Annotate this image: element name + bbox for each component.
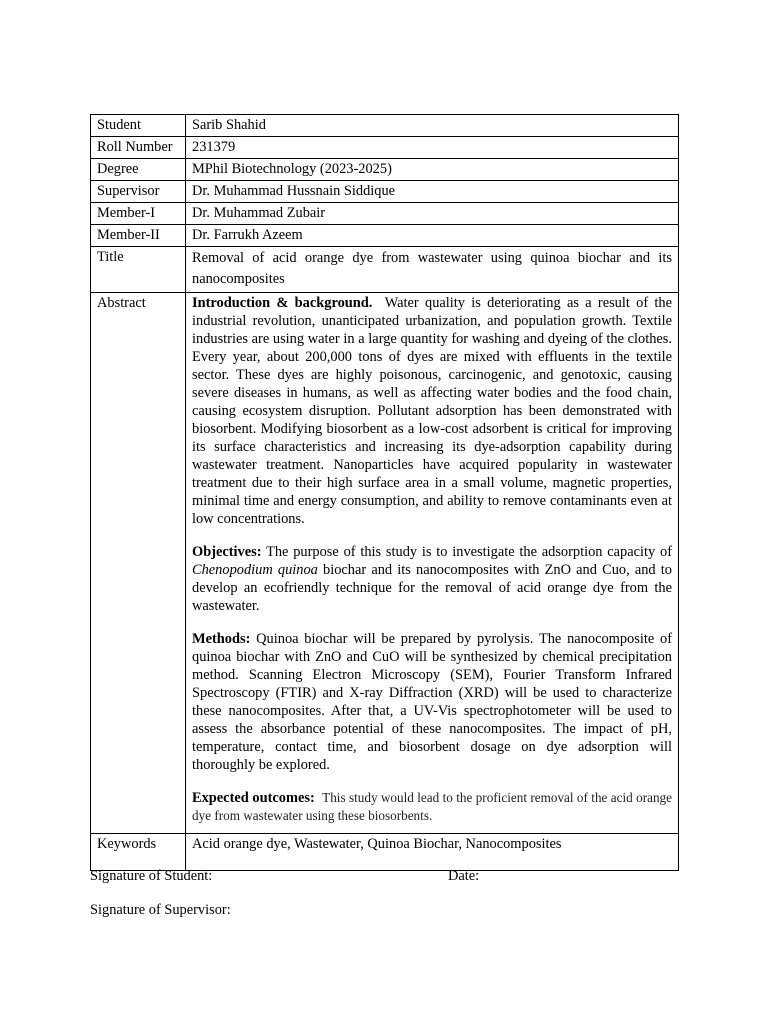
row-label: Member-II — [91, 225, 186, 247]
table-row-abstract — [91, 293, 679, 834]
row-label: Roll Number — [91, 137, 186, 159]
outcomes-text: This study would lead to the proficient removal of the acid orange dye from wastewater using these biosorbents. — [192, 790, 672, 823]
row-label: Abstract — [91, 293, 186, 834]
table-row-member-2 — [91, 225, 679, 247]
abstract-methods — [192, 630, 672, 774]
objectives-text-continued: biochar and its nanocomposites with ZnO and Cuo, and to develop an ecofriendly technique for the removal of acid orange dye from the wastewater. — [192, 562, 672, 614]
objectives-heading: Objectives: — [192, 544, 262, 560]
table-row-degree — [91, 159, 679, 181]
methods-text: Quinoa biochar will be prepared by pyrolysis. The nanocomposite of quinoa biochar with ZnO and CuO will be synthesized by chemical precipitation method. Scanning Electron Microscopy (SEM), Fourier Transform Infrared Spectroscopy (FTIR) and X-ray Diffraction (XRD) will be used to characterize these nanocomposites. After that, a UV-Vis spectrophotometer will be used to assess the absorbance potential of these nanocomposites. The impact of pH, temperature, contact time, and biosorbent dosage on dye adsorption will thoroughly be explored. — [192, 631, 672, 773]
member-2: Dr. Farrukh Azeem — [186, 225, 679, 247]
table-row-supervisor — [91, 181, 679, 203]
row-label: Supervisor — [91, 181, 186, 203]
roll-number: 231379 — [186, 137, 679, 159]
abstract-content — [186, 293, 679, 834]
objectives-text: The purpose of this study is to investigate the adsorption capacity of — [266, 544, 672, 560]
table-row-title — [91, 247, 679, 293]
species-name: Chenopodium quinoa — [192, 562, 318, 578]
abstract-introduction — [192, 294, 672, 528]
introduction-text: Water quality is deteriorating as a result of the industrial revolution, unanticipated urbanization, and population growth. Textile industries are using water in a large quantity for washing and dyeing of the clothes. Every year, about 200,000 tons of dyes are mixed with effluents in the textile sector. These dyes are highly poisonous, carcinogenic, and genotoxic, causing severe diseases in humans, as well as affecting water bodies and the food chain, causing ecosystem disruption. Pollutant adsorption has been demonstrated with biosorbent. Modifying biosorbent as a low-cost adsorbent is critical for improving its surface characteristics and increasing its dye-adsorption capability during wastewater treatment. Nanoparticles have acquired popularity in wastewater treatment due to their high surface area in a small volume, magnetic properties, minimal time and energy consumption, and ability to remove contaminants even at low concentrations. — [192, 295, 673, 527]
row-label: Keywords — [91, 834, 186, 871]
keywords: Acid orange dye, Wastewater, Quinoa Biochar, Nanocomposites — [186, 834, 679, 871]
abstract-objectives — [192, 543, 672, 615]
table-row-student — [91, 115, 679, 137]
supervisor-signature-label: Signature of Supervisor: — [90, 902, 231, 918]
row-label: Student — [91, 115, 186, 137]
student-signature-label: Signature of Student: — [90, 868, 213, 884]
row-label: Degree — [91, 159, 186, 181]
row-label: Title — [91, 247, 186, 293]
introduction-heading: Introduction & background. — [192, 295, 373, 311]
thesis-title: Removal of acid orange dye from wastewater using quinoa biochar and its nanocomposites — [186, 247, 679, 293]
table-row-member-1 — [91, 203, 679, 225]
degree: MPhil Biotechnology (2023-2025) — [186, 159, 679, 181]
date-label: Date: — [448, 868, 480, 884]
member-1: Dr. Muhammad Zubair — [186, 203, 679, 225]
supervisor: Dr. Muhammad Hussnain Siddique — [186, 181, 679, 203]
row-label: Member-I — [91, 203, 186, 225]
outcomes-heading: Expected outcomes: — [192, 790, 315, 806]
table-row-keywords — [91, 834, 679, 871]
table-row-roll-number — [91, 137, 679, 159]
proposal-info-table — [90, 114, 679, 871]
abstract-expected-outcomes — [192, 789, 672, 825]
student-name: Sarib Shahid — [186, 115, 679, 137]
methods-heading: Methods: — [192, 631, 251, 647]
